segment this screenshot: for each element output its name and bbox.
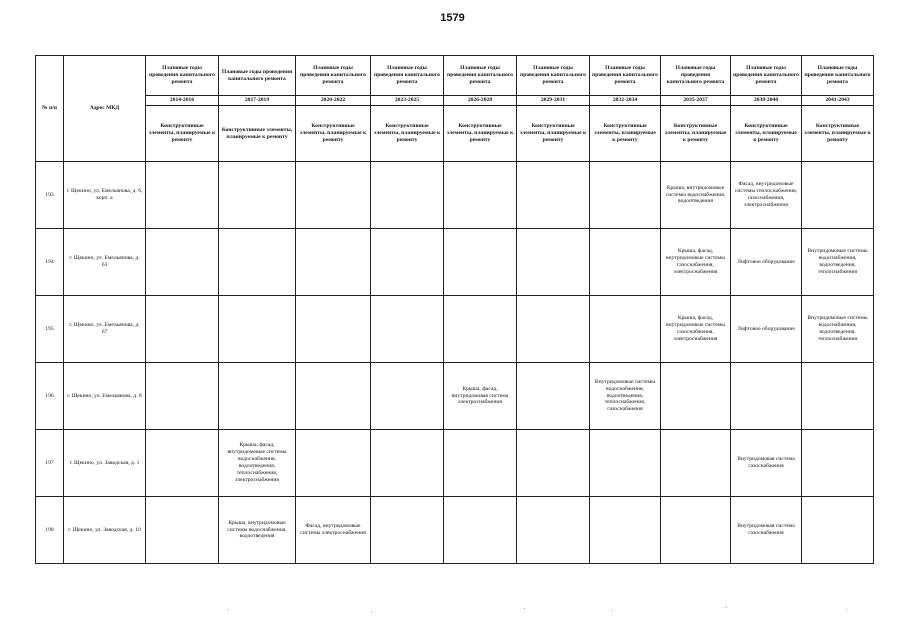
period-header: 2032-2034	[590, 96, 661, 106]
repair-cell	[661, 497, 731, 564]
table-row	[36, 497, 874, 564]
header-years-row	[36, 96, 874, 106]
row-address: г. Щекино, ул. Емельянова, д. 8	[64, 363, 146, 430]
repair-cell: Лифтовое оборудование	[731, 229, 802, 296]
elements-header: Конструктивные элементы, планируемые к ремонту	[219, 106, 296, 162]
repair-cell	[444, 497, 517, 564]
num-header: № п/п	[36, 56, 64, 162]
planned-years-header: Плановые годы проведения капитального ремонта	[661, 56, 731, 96]
repair-cell	[219, 363, 296, 430]
repair-cell	[146, 229, 219, 296]
elements-header: Конструктивные элементы, планируемые к ремонту	[802, 106, 874, 162]
repair-cell	[146, 363, 219, 430]
repair-cell	[517, 497, 590, 564]
repair-cell	[590, 296, 661, 363]
row-number: 197	[36, 430, 64, 497]
row-address: г. Щекино, ул. Заводская, д. 1	[64, 430, 146, 497]
repair-cell	[296, 363, 371, 430]
repair-cell	[517, 296, 590, 363]
period-header: 2023-2025	[371, 96, 444, 106]
repair-cell: Фасад, внутридомовые системы электроснабжения	[296, 497, 371, 564]
elements-header: Конструктивные элементы, планируемые к ремонту	[296, 106, 371, 162]
table-row	[36, 430, 874, 497]
row-number: 193	[36, 162, 64, 229]
repair-cell: Лифтовое оборудование	[731, 296, 802, 363]
elements-header: Конструктивные элементы, планируемые к ремонту	[590, 106, 661, 162]
repair-cell: Крыша, фасад, внутридомовые системы водоснабжения, водоотведения, теплоснабжения, электроснабжения	[219, 430, 296, 497]
address-header: Адрес МКД	[64, 56, 146, 162]
repair-cell	[661, 430, 731, 497]
repair-cell	[590, 162, 661, 229]
repair-cell	[661, 363, 731, 430]
repair-cell	[517, 162, 590, 229]
repair-cell	[146, 497, 219, 564]
elements-header: Конструктивные элементы, планируемые к ремонту	[371, 106, 444, 162]
row-address: г. Щекино, ул. Заводская, д. 10	[64, 497, 146, 564]
elements-header: Конструктивные элементы, планируемые к ремонту	[146, 106, 219, 162]
repair-cell: Внутридомовые системы водоснабжения, водоотведения, теплоснабжения	[802, 229, 874, 296]
repair-cell	[802, 363, 874, 430]
planned-years-header: Плановые годы проведения капитального ремонта	[802, 56, 874, 96]
elements-header: Конструктивные элементы, планируемые к ремонту	[444, 106, 517, 162]
repair-cell	[590, 497, 661, 564]
repair-cell	[146, 162, 219, 229]
header-elements-row	[36, 106, 874, 162]
repair-cell	[371, 296, 444, 363]
period-header: 2041-2043	[802, 96, 874, 106]
row-number: 194	[36, 229, 64, 296]
table-row	[36, 363, 874, 430]
repair-cell	[296, 162, 371, 229]
header-title-row	[36, 56, 874, 96]
repair-cell	[296, 296, 371, 363]
repair-cell	[296, 430, 371, 497]
planned-years-header: Плановые годы проведения капитального ремонта	[444, 56, 517, 96]
row-address: г. Щекино, ул. Емельянова, д. 63	[64, 229, 146, 296]
repair-cell	[371, 497, 444, 564]
repair-cell: Крыша, фасад, внутридомовые системы газоснабжения, электроснабжения	[661, 296, 731, 363]
planned-years-header: Плановые годы проведения капитального ремонта	[296, 56, 371, 96]
repair-cell	[371, 363, 444, 430]
table-row	[36, 296, 874, 363]
repair-cell	[146, 296, 219, 363]
repair-cell	[802, 162, 874, 229]
repair-cell	[219, 296, 296, 363]
repair-cell: Крыша, внутридомовые системы водоснабжения, водоотведения	[219, 497, 296, 564]
repair-cell	[802, 430, 874, 497]
repair-cell: Крыша, фасад, внутридомовые системы газоснабжения, электроснабжения	[661, 229, 731, 296]
repair-cell	[219, 229, 296, 296]
capital-repair-schedule-table	[35, 55, 874, 564]
repair-cell	[802, 497, 874, 564]
elements-header: Конструктивные элементы, планируемые к ремонту	[517, 106, 590, 162]
repair-cell	[371, 162, 444, 229]
row-number: 198	[36, 497, 64, 564]
repair-cell: Внутридомовая система газоснабжения	[731, 497, 802, 564]
period-header: 2017-2019	[219, 96, 296, 106]
repair-cell: Внутридомовые системы водоснабжения, водоотведения, теплоснабжения, газоснабжения	[590, 363, 661, 430]
repair-cell	[590, 430, 661, 497]
repair-cell	[444, 430, 517, 497]
period-header: 2038-2040	[731, 96, 802, 106]
row-address: г. Щекино, ул. Емельянова, д. 67	[64, 296, 146, 363]
planned-years-header: Плановые годы проведения капитального ремонта	[731, 56, 802, 96]
repair-cell	[296, 229, 371, 296]
period-header: 2029-2031	[517, 96, 590, 106]
repair-cell	[444, 229, 517, 296]
table-row	[36, 162, 874, 229]
repair-cell	[146, 430, 219, 497]
planned-years-header: Плановые годы проведения капитального ремонта	[146, 56, 219, 96]
row-number: 195	[36, 296, 64, 363]
repair-cell	[517, 229, 590, 296]
period-header: 2014-2016	[146, 96, 219, 106]
planned-years-header: Плановые годы проведения капитального ремонта	[517, 56, 590, 96]
repair-cell	[444, 296, 517, 363]
repair-cell: Крыша, фасад, внутридомовая система электроснабжения	[444, 363, 517, 430]
repair-cell	[444, 162, 517, 229]
repair-cell	[517, 430, 590, 497]
repair-cell: Внутридомовые системы водоснабжения, водоотведения, теплоснабжения	[802, 296, 874, 363]
repair-cell: Крыша, внутридомовые системы водоснабжения, водоотведения	[661, 162, 731, 229]
elements-header: Конструктивные элементы, планируемые к ремонту	[731, 106, 802, 162]
repair-cell	[590, 229, 661, 296]
period-header: 2026-2028	[444, 96, 517, 106]
page-number: 1579	[440, 12, 465, 24]
repair-cell: Внутридомовая система газоснабжения	[731, 430, 802, 497]
planned-years-header: Плановые годы проведения капитального ремонта	[219, 56, 296, 96]
planned-years-header: Плановые годы проведения капитального ремонта	[590, 56, 661, 96]
scan-specks	[0, 605, 905, 625]
repair-cell	[517, 363, 590, 430]
period-header: 2035-2037	[661, 96, 731, 106]
repair-cell: Фасад, внутридомовые системы теплоснабжения, газоснабжения, электроснабжения	[731, 162, 802, 229]
table-row	[36, 229, 874, 296]
elements-header: Конструктивные элементы, планируемые к ремонту	[661, 106, 731, 162]
repair-cell	[731, 363, 802, 430]
period-header: 2020-2022	[296, 96, 371, 106]
repair-cell	[371, 229, 444, 296]
repair-cell	[219, 162, 296, 229]
repair-cell	[371, 430, 444, 497]
row-address: г. Щекино, ул. Емельянова, д. 6, корп. а	[64, 162, 146, 229]
planned-years-header: Плановые годы проведения капитального ремонта	[371, 56, 444, 96]
row-number: 196	[36, 363, 64, 430]
